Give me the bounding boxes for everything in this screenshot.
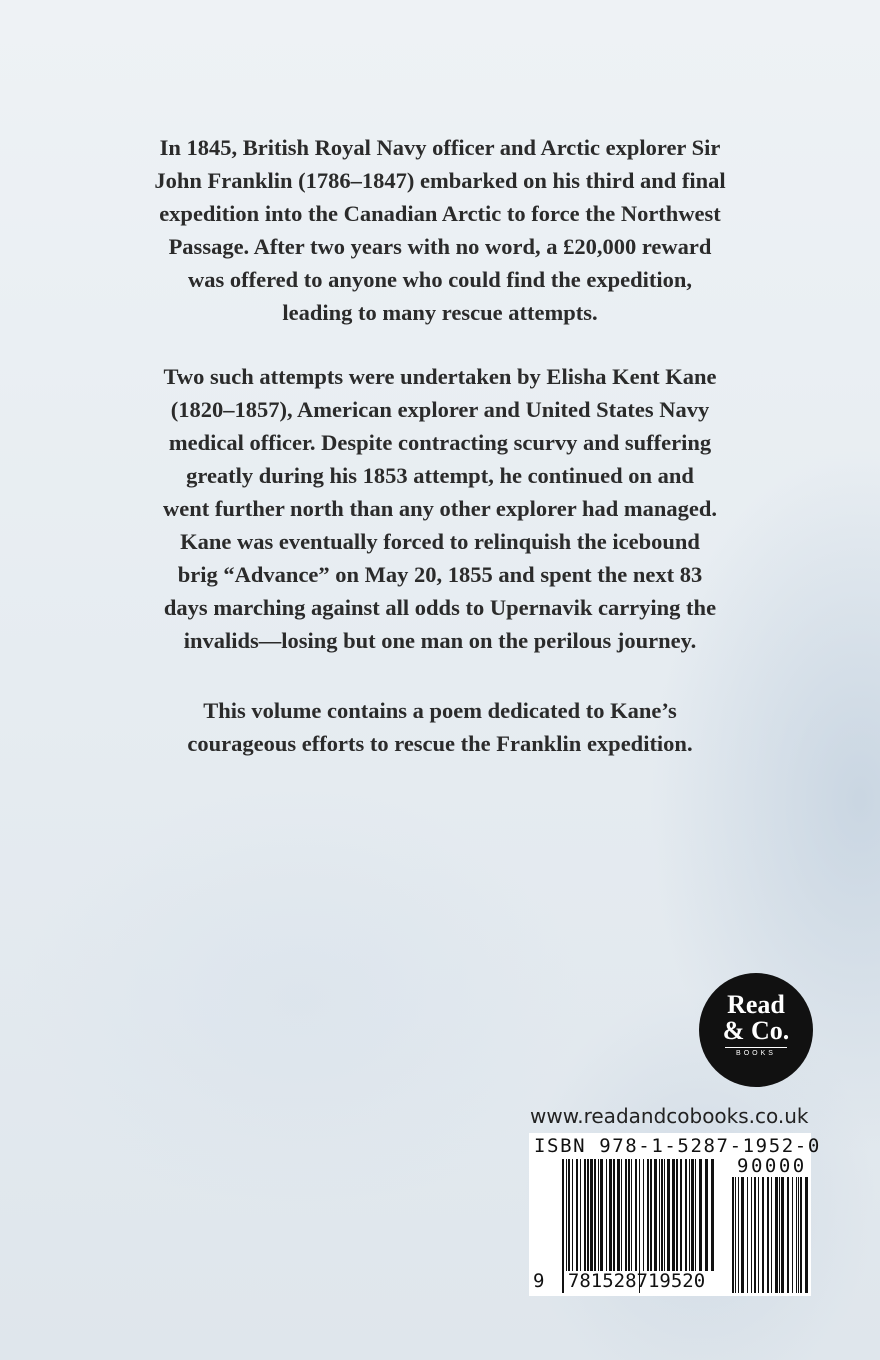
barcode-digits — [533, 1270, 705, 1292]
text-line: This volume contains a poem dedicated to Kane’s — [203, 698, 677, 723]
barcode-bar — [779, 1177, 780, 1293]
text-line: expedition into the Canadian Arctic to force the Northwest — [159, 201, 721, 226]
barcode-bar — [654, 1159, 657, 1271]
barcode-bar — [664, 1159, 665, 1271]
barcode-bar — [699, 1159, 702, 1271]
logo-text-co: & Co. — [722, 1016, 790, 1045]
barcode-bar — [747, 1177, 748, 1293]
publisher-url: www.readandcobooks.co.uk — [530, 1104, 809, 1128]
isbn-barcode — [529, 1133, 821, 1296]
barcode-bar — [628, 1159, 630, 1271]
barcode-bar — [792, 1177, 793, 1293]
barcode-bar — [659, 1159, 660, 1271]
ean-digits: 781528719520 — [567, 1270, 706, 1292]
barcode-bar — [572, 1159, 573, 1271]
text-line: was offered to anyone who could find the expedition, — [188, 267, 692, 292]
barcode-bar — [609, 1159, 612, 1271]
barcode-bar — [584, 1159, 586, 1271]
barcode-bar — [613, 1159, 615, 1271]
barcode-bar — [805, 1177, 808, 1293]
isbn-text: ISBN 978-1-5287-1952-0 — [534, 1135, 821, 1157]
barcode-bar — [796, 1177, 797, 1293]
barcode-bar — [767, 1177, 769, 1293]
barcode-bar — [587, 1159, 589, 1271]
barcode-bar — [600, 1159, 603, 1271]
text-line: Passage. After two years with no word, a £20,000 reward — [168, 234, 712, 259]
barcode-bar — [568, 1159, 570, 1271]
barcode-bar — [800, 1177, 802, 1293]
text-line: In 1845, British Royal Navy officer and Arctic explorer Sir — [159, 135, 721, 160]
barcode-bar — [711, 1159, 714, 1271]
barcode-bar — [680, 1159, 682, 1271]
barcode-bar — [606, 1159, 607, 1271]
barcode-bar — [576, 1159, 578, 1271]
barcode-bar — [787, 1177, 789, 1293]
description-paragraph-1 — [100, 131, 780, 329]
text-line: brig “Advance” on May 20, 1855 and spent the next 83 — [177, 562, 703, 587]
logo-text-books: BOOKS — [736, 1050, 776, 1057]
text-line: Two such attempts were undertaken by Elisha Kent Kane — [163, 364, 717, 389]
text-line: John Franklin (1786–1847) embarked on his third and final — [154, 168, 726, 193]
barcode-bar — [732, 1177, 734, 1293]
logo-divider — [725, 1047, 787, 1048]
barcode-bar — [647, 1159, 649, 1271]
barcode-bar — [762, 1177, 764, 1293]
barcode-bar — [672, 1159, 675, 1271]
barcode-bar — [635, 1159, 637, 1271]
barcode-bar — [650, 1159, 652, 1271]
price-addon: 90000 — [737, 1155, 807, 1177]
barcode-bar — [643, 1159, 644, 1271]
barcode-bar — [775, 1177, 778, 1293]
barcode-bar — [667, 1159, 670, 1271]
publisher-logo — [699, 973, 813, 1087]
barcode-bar — [758, 1177, 759, 1293]
barcode-bar — [621, 1159, 622, 1271]
barcode-bar — [781, 1177, 784, 1293]
barcode-bar — [676, 1159, 678, 1271]
logo-text-read: Read — [727, 990, 785, 1019]
text-line: courageous efforts to rescue the Franklin expedition. — [187, 731, 693, 756]
barcode-bar — [689, 1159, 690, 1271]
barcode-bar — [580, 1159, 581, 1271]
text-line: (1820–1857), American explorer and United States Navy — [170, 397, 710, 422]
description-paragraph-2 — [100, 360, 780, 657]
barcode-bar — [705, 1159, 708, 1271]
description-paragraph-3 — [100, 694, 780, 760]
barcode-bar — [691, 1159, 694, 1271]
barcode-bar — [598, 1159, 599, 1271]
text-line: leading to many rescue attempts. — [282, 300, 598, 325]
barcode-bar — [661, 1159, 663, 1271]
barcode-bar — [625, 1159, 627, 1271]
text-line: medical officer. Despite contracting scurvy and suffering — [168, 430, 712, 455]
barcode-bar — [798, 1177, 799, 1293]
first-digit: 9 — [533, 1270, 545, 1292]
text-line: days marching against all odds to Upernavik carrying the — [163, 595, 717, 620]
text-line: invalids—losing but one man on the perilous journey. — [183, 628, 697, 653]
barcode-bar — [735, 1177, 736, 1293]
barcode-bar — [617, 1159, 620, 1271]
barcode-bar — [590, 1159, 593, 1271]
barcode-bar — [738, 1177, 739, 1293]
barcode-bar — [685, 1159, 687, 1271]
barcode-bar — [771, 1177, 772, 1293]
text-line: went further north than any other explorer had managed. — [163, 496, 717, 521]
barcode-bar — [566, 1159, 567, 1271]
barcode-bar — [594, 1159, 596, 1271]
text-line: greatly during his 1853 attempt, he continued on and — [186, 463, 694, 488]
text-line: Kane was eventually forced to relinquish the icebound — [180, 529, 700, 554]
barcode-bar — [631, 1159, 632, 1271]
barcode-bar — [751, 1177, 752, 1293]
barcode-bar — [754, 1177, 756, 1293]
barcode-bar — [695, 1159, 696, 1271]
barcode-bar — [741, 1177, 744, 1293]
